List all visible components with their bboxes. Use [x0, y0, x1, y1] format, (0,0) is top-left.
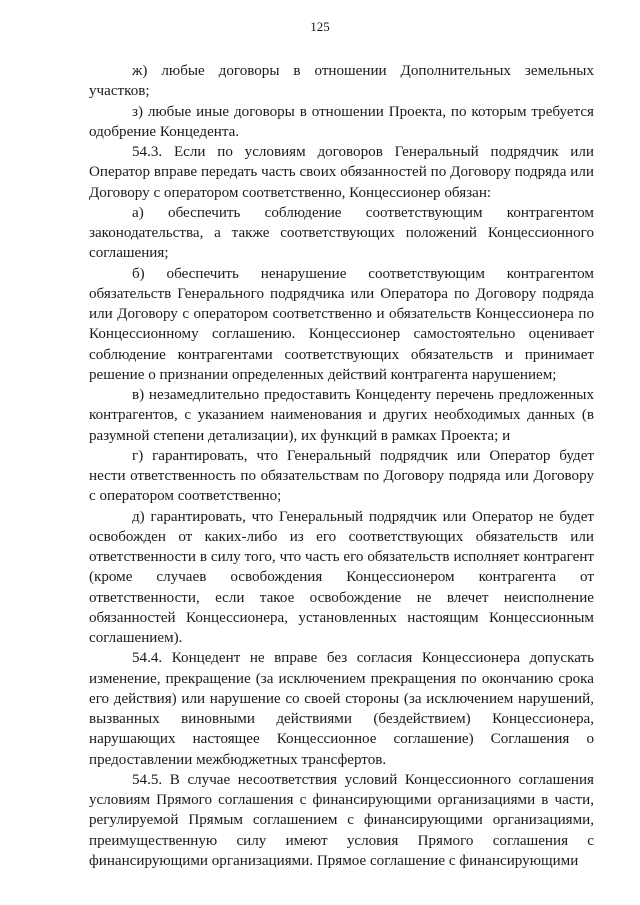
document-body [89, 61, 594, 871]
paragraph-item-a: а) обеспечить соблюдение соответствующим контрагентом законодательства, а также соответствующих положений Концессионного соглашения; [89, 204, 594, 262]
paragraph-item-v: в) незамедлительно предоставить Концеденту перечень предложенных контрагентов, с указанием наименования и других необходимых данных (в разумной степени детализации), их функций в рамках Проекта; и [89, 387, 594, 444]
paragraph-item-g: г) гарантировать, что Генеральный подрядчик или Оператор будет нести ответственность по обязательствам по Договору подряда или Договору с оператором соответственно; [89, 447, 594, 505]
paragraph-item-zh: ж) любые договоры в отношении Дополнительных земельных участков; [89, 63, 594, 100]
paragraph-54-4: 54.4. Концедент не вправе без согласия Концессионера допускать изменение, прекращение (за исключением прекращения по окончанию срока его действия) или нарушение со своей стороны (за исключением нарушений, вызванных виновными действиями (бездействием) Концессионера, нарушающих настоящее Концессионное соглашение) Соглашения о предоставлении межбюджетных трансфертов. [89, 650, 594, 768]
page-number: 125 [310, 19, 330, 34]
paragraph-item-d: д) гарантировать, что Генеральный подрядчик или Оператор не будет освобожден от каких-либо из его соответствующих обязательств или ответственности в силу того, что часть его обязательств исполняет контрагент (кроме случаев освобождения Концессионером контрагента от ответственности, если такое освобождение не влечет неисполнение обязанностей Концессионера, установленных настоящим Концессионным соглашением). [89, 508, 594, 646]
paragraph-item-z: з) любые иные договоры в отношении Проекта, по которым требуется одобрение Концедента. [89, 103, 594, 140]
paragraph-54-5: 54.5. В случае несоответствия условий Концессионного соглашения условиям Прямого соглашения с финансирующими организациями в части, регулируемой Прямым соглашением с финансирующими организациями, преимущественную силу имеют условия Прямого соглашения с финансирующими организациями. Прямое соглашение с финансирующими [89, 771, 594, 869]
paragraph-54-3: 54.3. Если по условиям договоров Генеральный подрядчик или Оператор вправе передать часть своих обязанностей по Договору подряда или Договору с оператором соответственно, Концессионер обязан: [89, 144, 594, 201]
paragraph-item-b: б) обеспечить ненарушение соответствующим контрагентом обязательств Генерального подрядчика или Оператора по Договору подряда или Договору с оператором соответственно и обязательств Концессионера по Концессионному соглашению. Концессионер самостоятельно оценивает соблюдение контрагентами соответствующих обязательств и принимает решение о признании определенных действий контрагента нарушением; [89, 265, 594, 383]
